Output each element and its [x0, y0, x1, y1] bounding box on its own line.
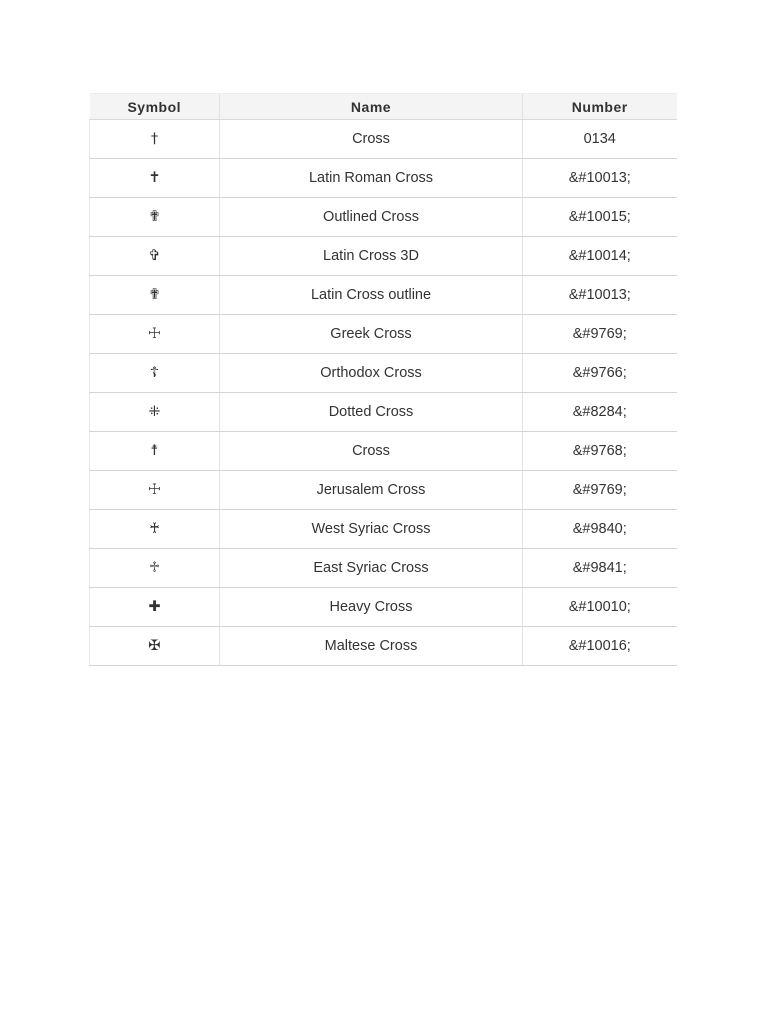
symbol-cell [90, 198, 220, 237]
number-cell: &#9769; [523, 315, 677, 354]
cross-symbol-icon: ✞ [148, 247, 161, 264]
symbol-cell [90, 276, 220, 315]
number-cell: &#10014; [523, 237, 677, 276]
symbol-cell [90, 159, 220, 198]
number-cell: &#10015; [523, 198, 677, 237]
table-row [90, 354, 677, 393]
number-cell: 0134 [523, 120, 677, 159]
cross-symbol-icon: ☨ [150, 442, 159, 459]
name-cell: Dotted Cross [220, 393, 523, 432]
cross-symbol-icon: ☩ [148, 481, 161, 498]
number-cell: &#9840; [523, 510, 677, 549]
symbol-cell [90, 588, 220, 627]
table-row [90, 198, 677, 237]
symbol-cell [90, 627, 220, 666]
name-cell: Heavy Cross [220, 588, 523, 627]
cross-symbols-table [89, 93, 677, 666]
column-header-symbol: Symbol [90, 94, 220, 120]
symbol-cell [90, 354, 220, 393]
table-row [90, 627, 677, 666]
column-header-name: Name [220, 94, 523, 120]
table-row [90, 276, 677, 315]
table-row [90, 237, 677, 276]
header-row [90, 94, 677, 120]
name-cell: Greek Cross [220, 315, 523, 354]
name-cell: Maltese Cross [220, 627, 523, 666]
column-header-number: Number [523, 94, 677, 120]
table-row [90, 588, 677, 627]
cross-symbol-icon: ⁜ [148, 403, 161, 420]
symbol-cell [90, 432, 220, 471]
name-cell: Latin Cross 3D [220, 237, 523, 276]
cross-symbol-icon: ✠ [148, 637, 161, 654]
table-row [90, 393, 677, 432]
symbol-cell [90, 471, 220, 510]
table-row [90, 120, 677, 159]
symbol-cell [90, 315, 220, 354]
name-cell: Orthodox Cross [220, 354, 523, 393]
cross-symbol-icon: ✟ [148, 286, 161, 303]
cross-symbol-icon: ☩ [148, 325, 161, 342]
symbol-cell [90, 549, 220, 588]
symbol-cell [90, 393, 220, 432]
table-body [90, 120, 677, 666]
cross-symbol-icon: † [150, 130, 159, 147]
name-cell: Cross [220, 120, 523, 159]
table-header [90, 94, 677, 120]
number-cell: &#10013; [523, 159, 677, 198]
table-row [90, 432, 677, 471]
table-row [90, 159, 677, 198]
number-cell: &#8284; [523, 393, 677, 432]
number-cell: &#9841; [523, 549, 677, 588]
number-cell: &#9768; [523, 432, 677, 471]
name-cell: West Syriac Cross [220, 510, 523, 549]
name-cell: Latin Cross outline [220, 276, 523, 315]
cross-symbol-icon: ✝ [148, 169, 161, 186]
symbol-cell [90, 237, 220, 276]
symbol-cell [90, 510, 220, 549]
table-row [90, 471, 677, 510]
table-row [90, 549, 677, 588]
cross-symbol-icon: ♱ [148, 559, 161, 576]
number-cell: &#10016; [523, 627, 677, 666]
name-cell: Latin Roman Cross [220, 159, 523, 198]
cross-symbol-icon: ☦ [149, 364, 160, 381]
number-cell: &#9769; [523, 471, 677, 510]
number-cell: &#9766; [523, 354, 677, 393]
cross-symbol-icon: ✟ [148, 208, 161, 225]
table-row [90, 510, 677, 549]
table-row [90, 315, 677, 354]
symbol-cell [90, 120, 220, 159]
name-cell: Cross [220, 432, 523, 471]
name-cell: East Syriac Cross [220, 549, 523, 588]
name-cell: Jerusalem Cross [220, 471, 523, 510]
number-cell: &#10010; [523, 588, 677, 627]
name-cell: Outlined Cross [220, 198, 523, 237]
cross-symbol-icon: ♰ [149, 520, 160, 537]
number-cell: &#10013; [523, 276, 677, 315]
cross-symbol-icon: ✚ [148, 598, 161, 615]
